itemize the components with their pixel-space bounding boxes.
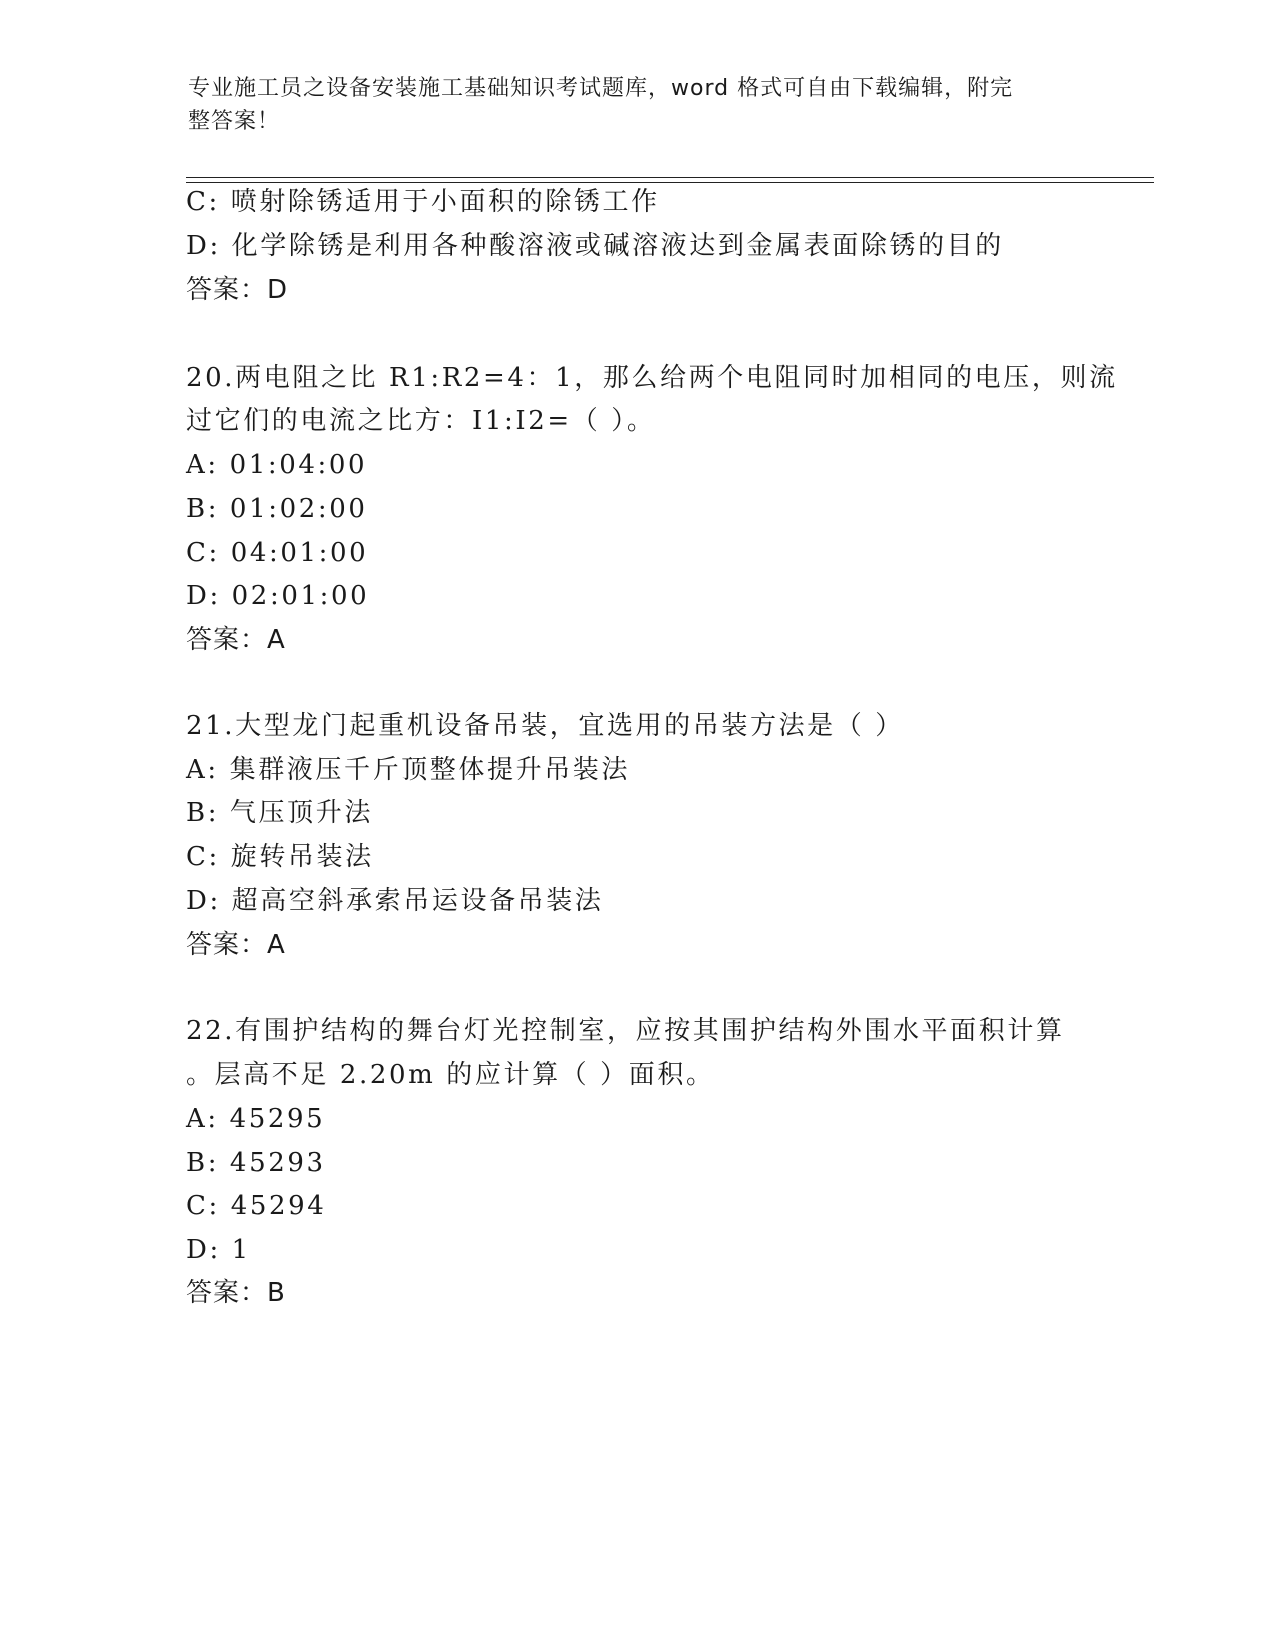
header-divider-top	[186, 177, 1154, 178]
header-title-line-1: 专业施工员之设备安装施工基础知识考试题库，word 格式可自由下载编辑，附完	[188, 76, 1014, 101]
header-divider-bottom	[186, 182, 1154, 183]
document-header	[188, 72, 1068, 138]
q22-option-c: C: 45294	[186, 1191, 327, 1221]
q22-option-b: B: 45293	[186, 1148, 326, 1178]
q22-stem-line-2: 。层高不足 2.20m 的应计算（ ）面积。	[186, 1060, 715, 1090]
q19-option-c: C: 喷射除锈适用于小面积的除锈工作	[186, 187, 660, 217]
q20-option-b: B: 01:02:00	[186, 494, 368, 524]
q19-option-d: D: 化学除锈是利用各种酸溶液或碱溶液达到金属表面除锈的目的	[186, 231, 1004, 261]
q20-stem-line-1: 20.两电阻之比 R1:R2=4：1，那么给两个电阻同时加相同的电压，则流	[186, 363, 1118, 393]
q20-option-d: D: 02:01:00	[186, 581, 370, 611]
q19-answer: 答案：D	[186, 275, 289, 305]
q22-answer: 答案：B	[186, 1278, 286, 1308]
q22-stem-line-1: 22.有围护结构的舞台灯光控制室，应按其围护结构外围水平面积计算	[186, 1016, 1065, 1046]
q21-answer: 答案：A	[186, 930, 286, 960]
q21-stem-line-1: 21.大型龙门起重机设备吊装，宜选用的吊装方法是（ ）	[186, 711, 904, 741]
q21-option-c: C: 旋转吊装法	[186, 842, 374, 872]
q21-option-d: D: 超高空斜承索吊运设备吊装法	[186, 886, 604, 916]
q20-option-c: C: 04:01:00	[186, 538, 369, 568]
q22-option-a: A: 45295	[186, 1104, 326, 1134]
q21-option-a: A: 集群液压千斤顶整体提升吊装法	[186, 755, 631, 785]
q20-answer: 答案：A	[186, 625, 286, 655]
q20-stem-line-2: 过它们的电流之比方：I1:I2=（ ）。	[186, 406, 656, 436]
q20-option-a: A: 01:04:00	[186, 450, 368, 480]
q22-option-d: D: 1	[186, 1235, 251, 1265]
q21-option-b: B: 气压顶升法	[186, 798, 373, 828]
header-title-line-2: 整答案！	[188, 109, 281, 134]
